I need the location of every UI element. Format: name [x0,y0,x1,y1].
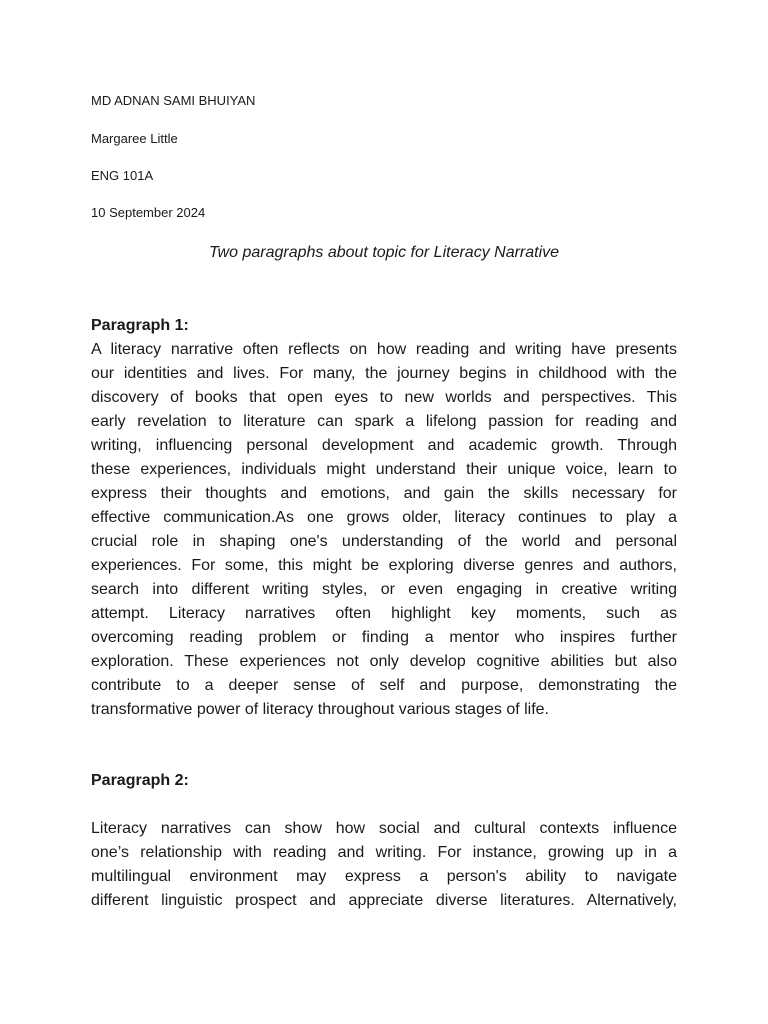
paragraph-1-line: transformative power of literacy throughout various stages of life. [91,701,549,718]
course-code: ENG 101A [91,168,154,183]
paragraph-2-line: Literacy narratives can show how social and cultural contexts influence [91,820,677,837]
paragraph-1-line: early revelation to literature can spark a lifelong passion for reading and [91,413,677,430]
paragraph-2-line: different linguistic prospect and appreciate diverse literatures. Alternatively, [91,892,677,909]
paragraph-1-line: attempt. Literacy narratives often highlight key moments, such as [91,605,677,622]
paragraph-2-body [91,817,677,913]
document-date: 10 September 2024 [91,205,206,220]
paragraph-1-line: our identities and lives. For many, the journey begins in childhood with the [91,365,677,382]
paragraph-1-line: exploration. These experiences not only develop cognitive abilities but also [91,653,677,670]
paragraph-2-heading: Paragraph 2: [91,772,189,789]
paragraph-1-line: effective communication.As one grows older, literacy continues to play a [91,509,677,526]
paragraph-1-body [91,338,677,722]
paragraph-1-line: discovery of books that open eyes to new worlds and perspectives. This [91,389,677,406]
paragraph-2-line: one’s relationship with reading and writing. For instance, growing up in a [91,844,677,861]
paragraph-1-heading: Paragraph 1: [91,317,189,334]
paragraph-1-line: these experiences, individuals might understand their unique voice, learn to [91,461,677,478]
document-title: Two paragraphs about topic for Literacy Narrative [208,244,560,261]
paragraph-1-line: overcoming reading problem or finding a mentor who inspires further [91,629,677,646]
instructor-name: Margaree Little [91,131,178,146]
paragraph-1-line: search into different writing styles, or even engaging in creative writing [91,581,677,598]
student-name: MD ADNAN SAMI BHUIYAN [91,93,256,108]
paragraph-1-line: A literacy narrative often reflects on how reading and writing have presents [91,341,677,358]
paragraph-1-line: express their thoughts and emotions, and gain the skills necessary for [91,485,677,502]
paragraph-2-line: multilingual environment may express a person's ability to navigate [91,868,677,885]
paragraph-1-line: contribute to a deeper sense of self and purpose, demonstrating the [91,677,677,694]
paragraph-1-line: experiences. For some, this might be exploring diverse genres and authors, [91,557,677,574]
paragraph-1-line: writing, influencing personal development and academic growth. Through [91,437,677,454]
paragraph-1-line: crucial role in shaping one's understanding of the world and personal [91,533,677,550]
